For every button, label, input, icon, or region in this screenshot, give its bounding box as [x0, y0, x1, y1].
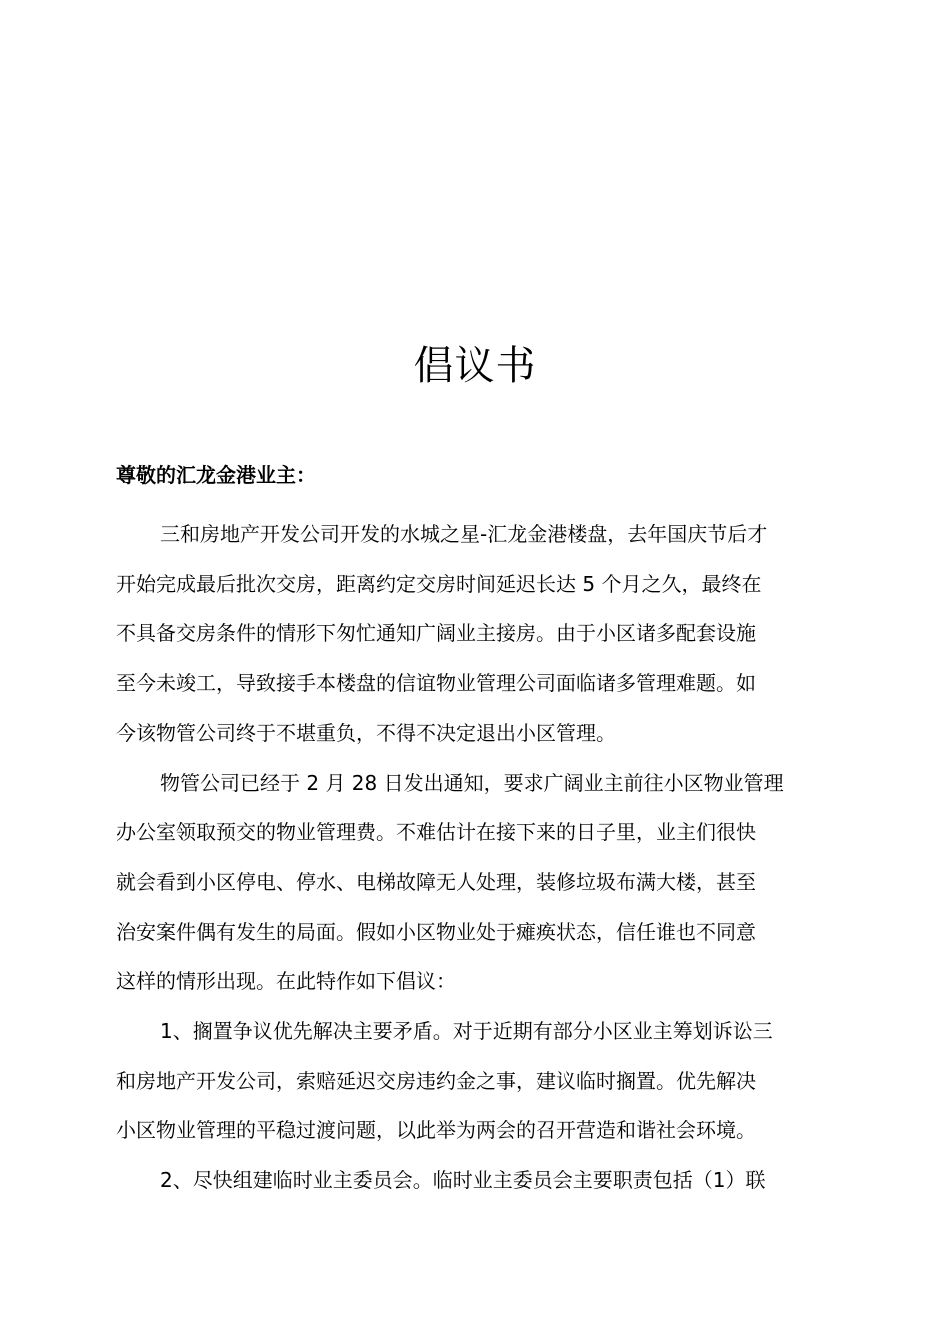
- paragraph-line: 不具备交房条件的情形下匆忙通知广阔业主接房。由于小区诸多配套设施: [116, 621, 756, 646]
- paragraph: [116, 759, 846, 1008]
- document-body: [116, 510, 846, 1206]
- paragraph-line: 治安案件偶有发生的局面。假如小区物业处于瘫痪状态，信任谁也不同意: [116, 919, 756, 944]
- paragraph-line: 开始完成最后批次交房，距离约定交房时间延迟长达 5 个月之久，最终在: [116, 571, 762, 596]
- paragraph-line: 物管公司已经于 2 月 28 日发出通知，要求广阔业主前往小区物业管理: [160, 770, 784, 795]
- paragraph-line: 今该物管公司终于不堪重负，不得不决定退出小区管理。: [116, 720, 616, 745]
- document-title: 倡议书: [413, 343, 537, 389]
- paragraph-line: 三和房地产开发公司开发的水城之星-汇龙金港楼盘，去年国庆节后才: [160, 522, 768, 546]
- paragraph-line: 这样的情形出现。在此特作如下倡议：: [116, 969, 456, 994]
- salutation: 尊敬的汇龙金港业主：: [116, 463, 316, 487]
- paragraph-line: 和房地产开发公司，索赔延迟交房违约金之事，建议临时搁置。优先解决: [116, 1068, 756, 1093]
- paragraph-line: 办公室领取预交的物业管理费。不难估计在接下来的日子里，业主们很快: [116, 820, 756, 845]
- paragraph: [116, 1007, 846, 1156]
- paragraph: [116, 510, 846, 759]
- paragraph-line: 至今未竣工，导致接手本楼盘的信谊物业管理公司面临诸多管理难题。如: [116, 671, 756, 696]
- paragraph-line: 2、尽快组建临时业主委员会。临时业主委员会主要职责包括（1）联: [160, 1168, 766, 1193]
- paragraph-line: 1、搁置争议优先解决主要矛盾。对于近期有部分小区业主筹划诉讼三: [160, 1019, 773, 1044]
- paragraph: [116, 1156, 846, 1206]
- paragraph-line: 就会看到小区停电、停水、电梯故障无人处理，装修垃圾布满大楼，甚至: [116, 869, 756, 894]
- paragraph-line: 小区物业管理的平稳过渡问题，以此举为两会的召开营造和谐社会环境。: [116, 1118, 756, 1143]
